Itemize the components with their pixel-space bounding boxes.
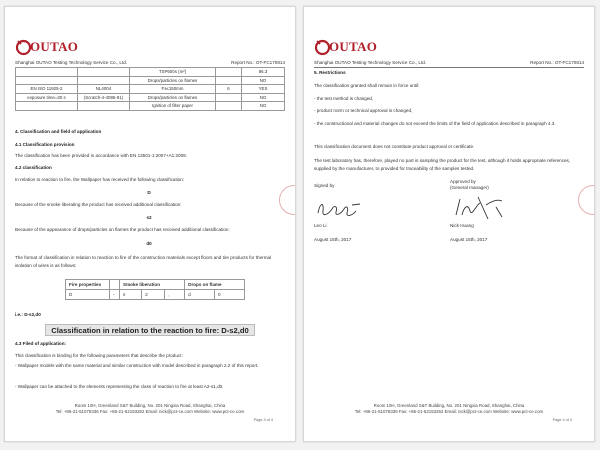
page-header	[314, 59, 584, 68]
table-cell: NL4004	[78, 85, 130, 94]
disclaimer-text: This classification document does not constitute product approval or certificate.	[314, 144, 475, 149]
class-main: D	[147, 190, 151, 195]
restriction-intro: The classification granted shall remain in force until:	[314, 83, 420, 88]
table-cell: -	[110, 290, 120, 300]
footer-contact: Tel: +86-21-51078336 Fax: +86-21-62153262 Email: nick@pct-ce.com Website: www.pct-ce.com	[55, 409, 245, 414]
table-cell: NO	[242, 102, 285, 111]
table-cell: NO	[242, 93, 285, 102]
table-cell: exposure time=30 s	[16, 93, 78, 102]
report-number: Report No.: OT-FC170814	[231, 60, 285, 65]
signer-2-date: August 16th, 2017	[450, 237, 488, 242]
table-header: Drops on flame	[185, 280, 245, 290]
table-cell: D	[66, 290, 110, 300]
table-cell: 6	[216, 85, 242, 94]
table-row	[16, 85, 285, 94]
signature-nick-huang	[452, 193, 506, 221]
section-4-1-text: The classification has been provided in accordance with EN 13501-1:2007+A1:2009.	[15, 153, 187, 158]
table-row	[16, 76, 285, 85]
table-header: Fire properties	[66, 280, 110, 290]
table-cell: 2	[142, 290, 165, 300]
company-logo	[15, 37, 78, 57]
report-number: Report No.: OT-FC170814	[530, 60, 584, 65]
seal-stamp-icon	[578, 185, 595, 215]
approved-by-text: Approved by	[450, 179, 476, 184]
table-cell	[16, 76, 78, 85]
report-page-3	[4, 6, 296, 442]
approved-by-label	[450, 179, 489, 191]
table-cell	[16, 68, 78, 77]
restriction-item: - product norm or technical approval is changed,	[314, 108, 413, 113]
classification-banner: Classification in relation to the reaction to fire: D-s2,d0	[45, 324, 255, 336]
section-4-1-title: 4.1 Classification provision	[15, 142, 75, 147]
table-cell: d	[185, 290, 215, 300]
restriction-item: - the test method is changed,	[314, 96, 374, 101]
section-4-3-text2: - Wallpaper models with the same material and similar construction with model described in paragraph 2.2 of this report.	[15, 363, 259, 368]
test-results-table	[15, 67, 285, 111]
section-4-2-title: 4.2 classification	[15, 165, 52, 170]
table-cell	[78, 68, 130, 77]
section-4-title: 4. Classification and field of application	[15, 129, 102, 134]
company-name: Shanghai OUTAO Testing Technology Service Co., Ltd.	[15, 60, 128, 65]
table-cell: Fs≤150mm	[130, 85, 216, 94]
section-5-title: 5. Restrictions	[314, 70, 346, 75]
page-footer	[314, 403, 584, 415]
table-cell: ,	[165, 290, 185, 300]
table-header: Smoke liberation	[120, 280, 185, 290]
approved-role: (General manager)	[450, 185, 489, 190]
class-drops: d0	[146, 241, 152, 246]
table-cell: 86.3	[242, 68, 285, 77]
logo-mark-icon	[314, 39, 331, 56]
table-cell: Ignition of filter paper	[130, 102, 216, 111]
footer-contact: Tel: +86-21-51078336 Fax: +86-21-62153262 Email: nick@pct-ce.com Website: www.pct-ce.com	[354, 409, 544, 414]
table-cell	[16, 102, 78, 111]
section-4-3-text1: This classification is binding for the following parameters that describe the product:	[15, 353, 183, 358]
logo-mark-icon	[15, 39, 32, 56]
format-text: The format of classification in relation to reaction to fire of the construction materials except floors and tire products for thermal isolation of wires is as follows:	[15, 255, 272, 268]
table-row	[66, 290, 245, 300]
signature-leo-li	[314, 197, 364, 221]
table-cell: Drops/particles on flames	[130, 93, 216, 102]
classification-table	[65, 279, 245, 300]
table-cell	[78, 76, 130, 85]
page-number: Page 4 of 4	[552, 418, 572, 422]
logo-text: OUTAO	[329, 39, 378, 54]
table-cell	[216, 76, 242, 85]
company-name: Shanghai OUTAO Testing Technology Service Co., Ltd.	[314, 60, 427, 65]
signer-1-date: August 16th, 2017	[314, 237, 352, 242]
table-cell: EN ISO 11925-2	[16, 85, 78, 94]
footer-address: Room 10H, Greenland S&T Building, No. 201 Ningxia Road, Shanghai, China	[74, 403, 226, 408]
table-cell: s	[120, 290, 142, 300]
signer-1-name: Leo Li	[314, 223, 327, 228]
table-row	[16, 68, 285, 77]
footer-address: Room 10H, Greenland S&T Building, No. 201 Ningxia Road, Shanghai, China	[373, 403, 525, 408]
table-cell: YES	[242, 85, 285, 94]
table-cell	[216, 102, 242, 111]
table-row	[16, 93, 285, 102]
section-4-3-text3: - Wallpaper can be attached to the elements representing the class of reaction to fire at least A2-s1,d0.	[15, 384, 224, 389]
ie-text: i.e.: D-s2,d0	[15, 312, 41, 317]
table-cell	[216, 93, 242, 102]
page-number: Page 3 of 4	[253, 418, 273, 422]
signer-2-name: Nick Huang	[450, 223, 474, 228]
table-row	[66, 280, 245, 290]
section-4-3-title: 4.3 Filed of application:	[15, 341, 67, 346]
report-page-4	[303, 6, 595, 442]
table-cell: Drops/particles on flames	[130, 76, 216, 85]
disclaimer-text: The test laboratory has, therefore, played no part in sampling the product for the test, although it holds appropriate references, supplied by the manufacturer, to provided for traceability of the samples tested.	[314, 158, 571, 171]
table-cell	[78, 102, 130, 111]
table-cell: NO	[242, 76, 285, 85]
restriction-item: - the constructional and material changes do not exceed the limits of the field of application described in paragraph 4.3.	[314, 121, 556, 126]
page-footer	[15, 403, 285, 415]
signed-by-label: Signed by	[314, 183, 335, 188]
section-4-2-text: In relation to reaction to fire, the Wallpaper has received the following classification:	[15, 177, 185, 182]
table-cell	[216, 68, 242, 77]
seal-stamp-icon	[279, 185, 296, 215]
table-cell	[110, 280, 120, 290]
smoke-text: Because of the smoke liberating the product has received additional classification:	[15, 202, 182, 207]
table-cell: (Scratch-4-4095-91)	[78, 93, 130, 102]
table-cell: TSP600s (m²)	[130, 68, 216, 77]
drops-text: Because of the appearance of drops/particles on flames the product has received additional classification:	[15, 227, 230, 232]
class-smoke: s2	[146, 215, 152, 220]
table-row	[16, 102, 285, 111]
logo-text: OUTAO	[30, 39, 79, 54]
table-cell: 0	[215, 290, 245, 300]
company-logo	[314, 37, 377, 57]
